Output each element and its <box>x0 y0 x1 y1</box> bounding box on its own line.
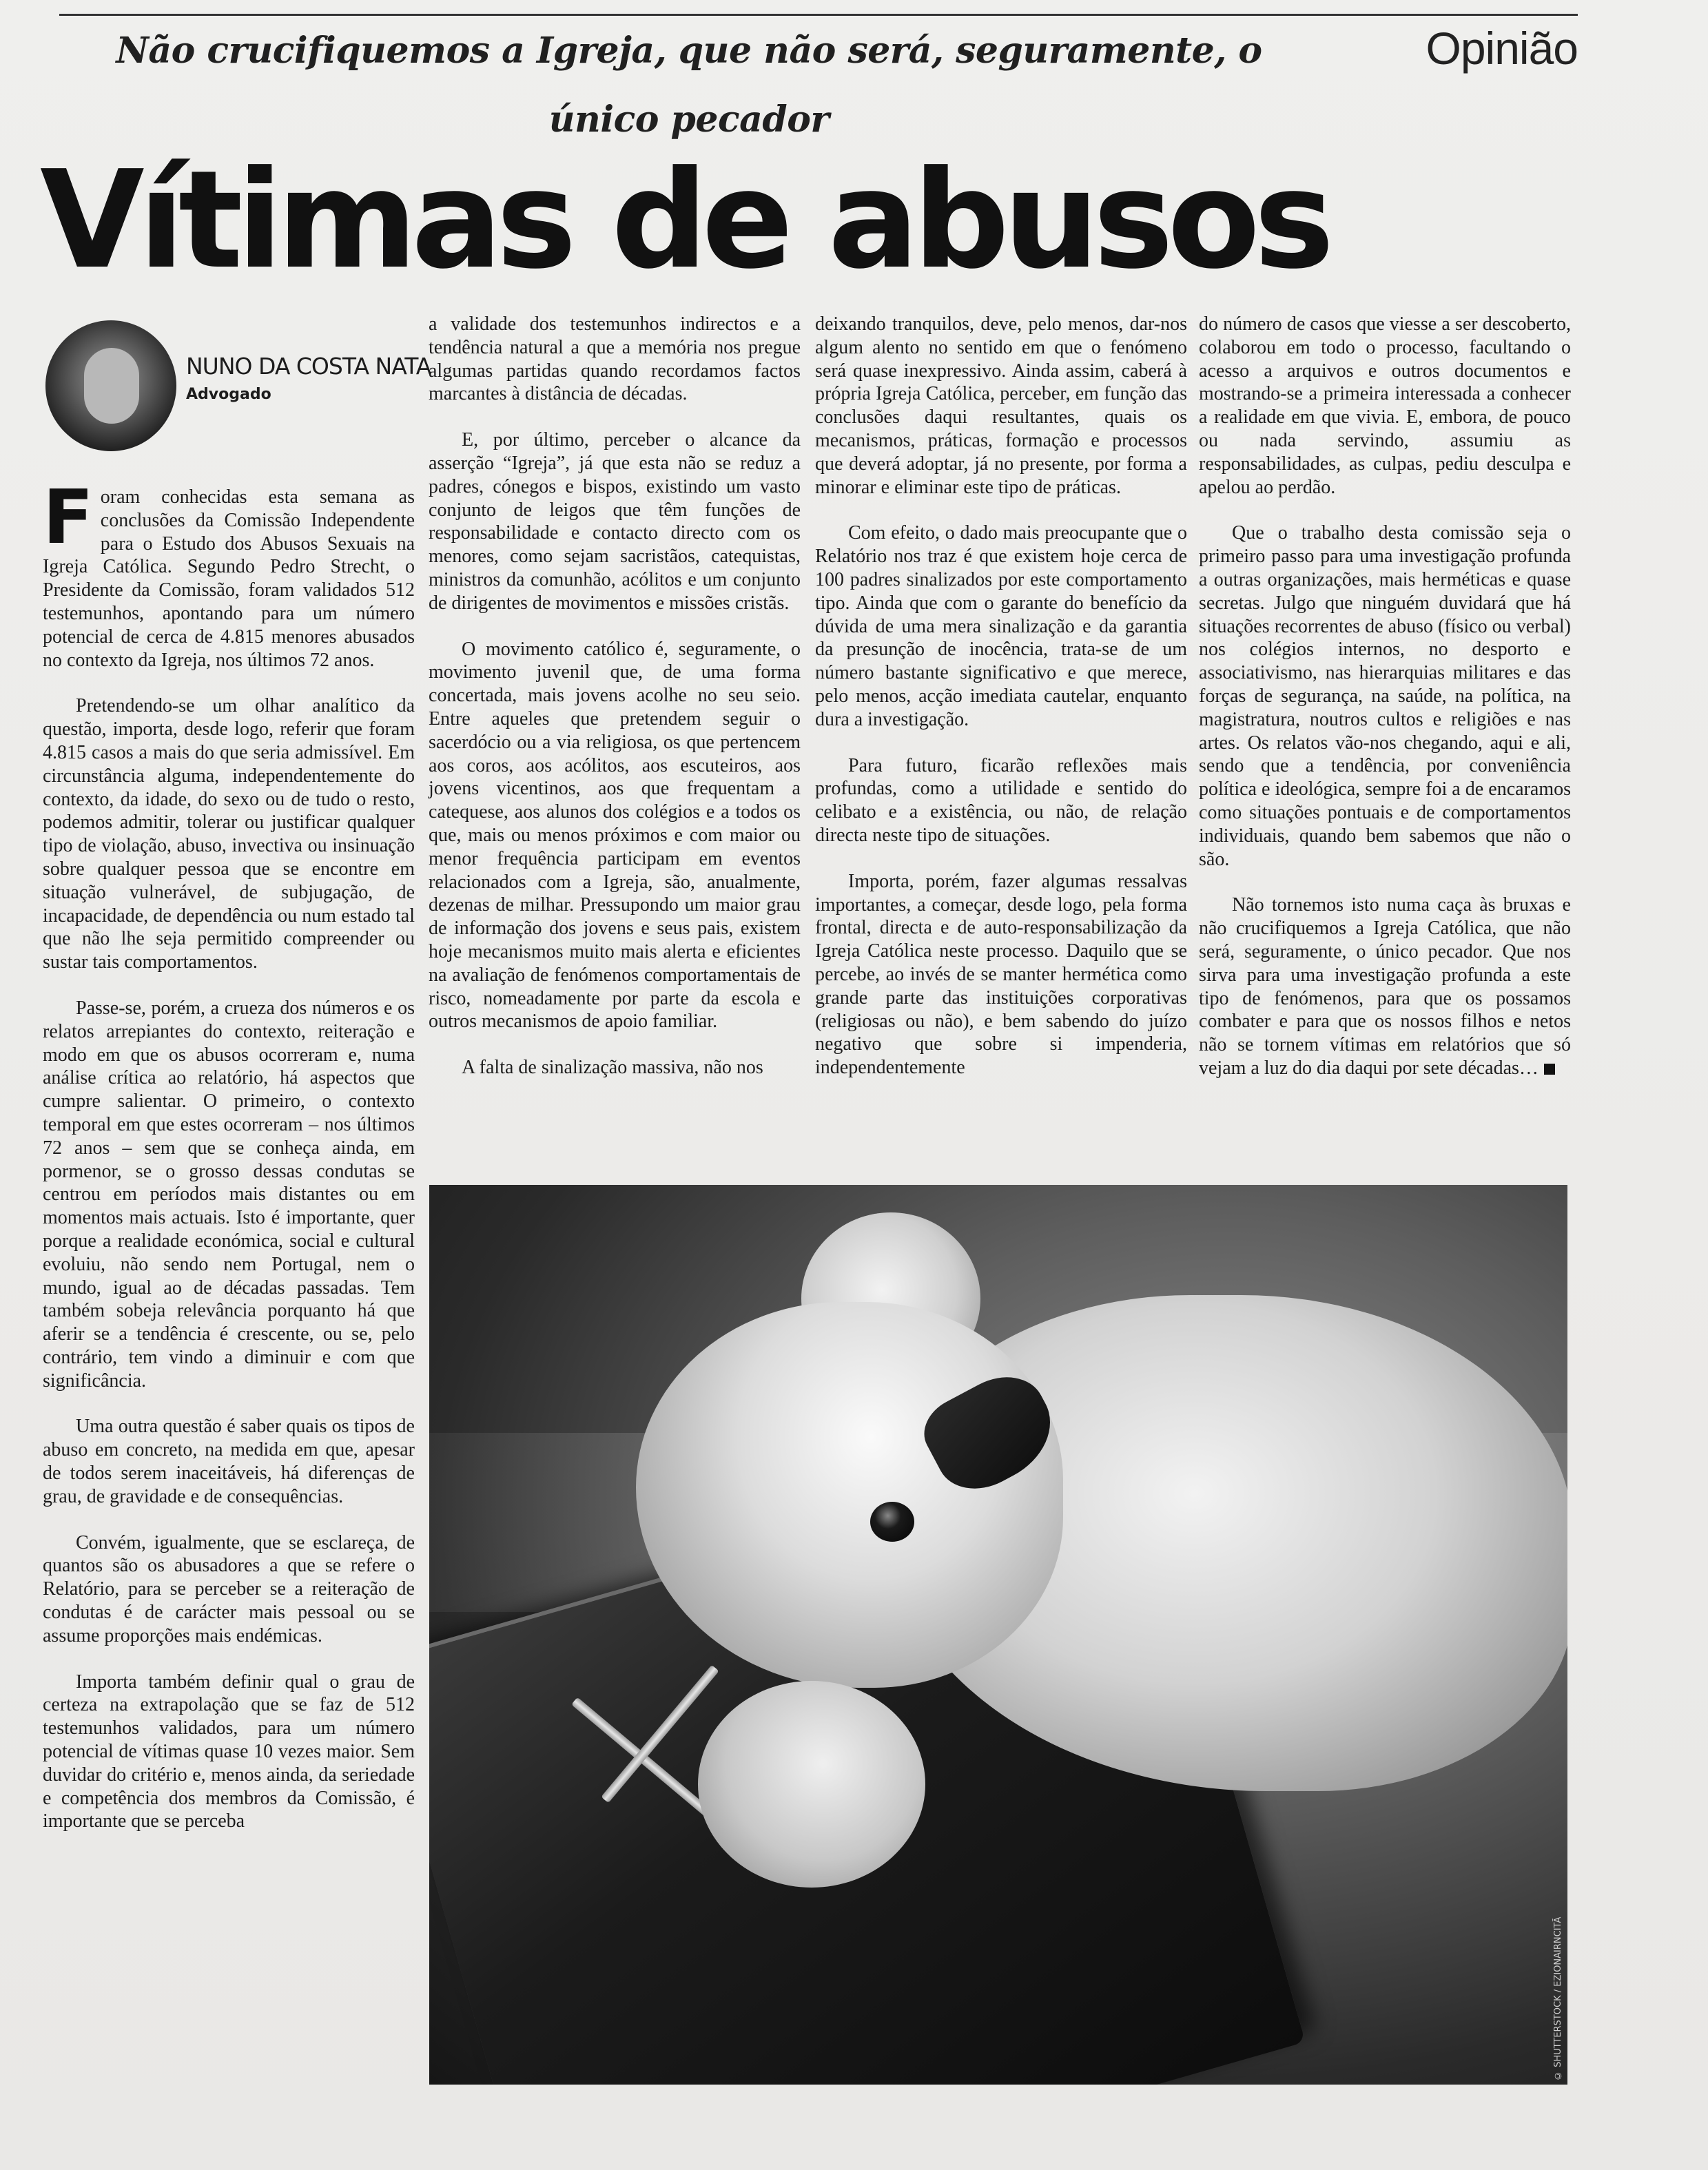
section-label: Opinião <box>1426 23 1578 74</box>
paragraph: Que o trabalho desta comissão seja o primeiro passo para uma investigação profunda a outras organizações, mais herméticas e quase secretas. Julgo que ninguém duvidará que há situações recorrentes de abuso (físico ou verbal) nos colégios internos, no desporto e associativismo, nas hierarquias militares e das forças de segurança, na saúde, na política, na magistratura, noutros cultos e religiões e nas artes. Os relatos vão-nos chegando, aqui e ali, sendo que a tendência, por conveniência política e ideológica, sempre foi a de encaramos como situações pontuais e de comportamentos individuais, quando bem sabemos que não o são. <box>1199 522 1571 870</box>
paragraph: do número de casos que viesse a ser descoberto, colaborou em todo o processo, facultando o acesso a arquivos e outros documentos e mostrando-se a primeira interessada a conhecer a realidade em que vivia. E, embora, de pouco ou nada servindo, assumiu as responsabilidades, as culpas, pediu desculpa e apelou ao perdão. <box>1199 313 1571 498</box>
article-photo <box>429 1185 1567 2085</box>
paragraph: Pretendendo-se um olhar analítico da questão, importa, desde logo, referir que foram 4.815 casos a mais do que seria admissível. Em circunstância alguma, independentemente do contexto, da idade, do sexo ou de tudo o resto, podemos admitir, tolerar ou justificar qualquer tipo de violação, abuso, invectiva ou insinuação sobre qualquer pessoa que se encontre em situação vulnerável, de subjugação, de incapacidade, de dependência ou num estado tal que não lhe seja permitido compreender ou sustar tais comportamentos. <box>43 695 415 973</box>
end-mark-icon <box>1544 1064 1555 1075</box>
column-3 <box>815 313 1187 1102</box>
paragraph: a validade dos testemunhos indirectos e a tendência natural a que a memória nos pregue algumas partidas quando recordamos factos marcantes à distância de décadas. <box>429 313 801 405</box>
author-role: Advogado <box>186 386 271 403</box>
paragraph: A falta de sinalização massiva, não nos <box>462 1057 763 1079</box>
paragraph: Não tornemos isto numa caça às bruxas e não crucifiquemos a Igreja Católica, que não será, seguramente, o único pecador. Que nos sirva para uma investigação profunda a este tipo de fenómenos, para que os possamos combater e para que os nossos filhos e netos não se tornem vítimas em relatórios que só vejam a luz do dia daqui por sete décadas… <box>1199 894 1571 1079</box>
paragraph: Com efeito, o dado mais preocupante que o Relatório nos traz é que existem hoje cerca de 100 padres sinalizados por este comportamento tipo. Ainda que com o garante do benefício da dúvida de uma mera sinalização e da garantia da presunção de inocência, trata-se de um número bastante significativo e que merece, pelo menos, acção imediata cautelar, enquanto dura a investigação. <box>815 522 1187 730</box>
paragraph: Passe-se, porém, a crueza dos números e os relatos arrepiantes do contexto, reiteração e modo em que os abusos ocorreram e, numa análise crítica ao relatório, há aspectos que cumpre salientar. O primeiro, o contexto temporal em que estes ocorreram – nos últimos 72 anos – sem que se conheça ainda, em pormenor, se o grosso dessas condutas se centrou em períodos mais distantes ou em momentos mais actuais. Isto é importante, quer porque a realidade económica, social e cultural evoluiu, não sendo nem Portugal, nem o mundo, igual ao de décadas passadas. Tem também sobeja relevância porquanto há que aferir se a tendência é crescente, ou se, pelo contrário, tem vindo a diminuir e com que significância. <box>43 997 415 1392</box>
paragraph: O movimento católico é, seguramente, o movimento juvenil que, de uma forma concertada, mais jovens acolhe no seu seio. Entre aqueles que pretendem seguir o sacerdócio ou a via religiosa, os que pertencem aos coros, aos acólitos, aos escuteiros, aos jovens vicentinos, aos que frequentam a catequese, aos alunos dos colégios e a todos os que, mais ou menos próximos e com maior ou menor frequência participam em eventos relacionados com a Igreja, são, anualmente, dezenas de milhar. Pressupondo um maior grau de informação dos jovens e seus pais, existem hoje mecanismos muito mais alerta e eficientes na avaliação de fenómenos comportamentais de risco, nomeadamente por parte da escola e outros mecanismos de apoio familiar. <box>429 638 801 1033</box>
column-2 <box>429 313 801 1102</box>
paragraph: Foram conhecidas esta semana as conclusões da Comissão Independente para o Estudo dos Abusos Sexuais na Igreja Católica. Segundo Pedro Strecht, o Presidente da Comissão, foram validados 512 testemunhos, apontando para um número potencial de cerca de 4.815 menores abusados no contexto da Igreja, nos últimos 72 anos. <box>43 475 415 671</box>
author-name: NUNO DA COSTA NATA <box>186 353 431 380</box>
paragraph: E, por último, perceber o alcance da asserção “Igreja”, já que esta não se reduz a padres, cónegos e bispos, existindo um vasto conjunto de leigos que têm funções de responsabilidade e contacto directo com os menores, como sejam sacristãos, catequistas, ministros da comunhão, acólitos e um conjunto de dirigentes de movimentos e missões cristãs. <box>429 429 801 614</box>
photo-credit: © SHUTTERSTOCK / EZIONAIRNCITÃ <box>1553 1916 1563 2080</box>
author-photo <box>45 320 176 451</box>
column-4 <box>1199 313 1571 1103</box>
paragraph: Convém, igualmente, que se esclareça, de quantos são os abusadores a que se refere o Relatório, para se perceber se a reiteração de condutas é de carácter mais pessoal ou se assume proporções mais endémicas. <box>43 1531 415 1646</box>
drop-cap: F <box>43 475 94 561</box>
article-headline: Vítimas de abusos <box>40 142 1328 299</box>
paragraph: deixando tranquilos, deve, pelo menos, dar-nos algum alento no sentido em que o fenómeno será quase inexpressivo. Ainda assim, caberá à própria Igreja Católica, perceber, em função das conclusões daqui resultantes, quais os mecanismos, práticas, formação e processos que deverá adoptar, já no presente, por forma a minorar e eliminar este tipo de práticas. <box>815 313 1187 498</box>
kicker-line: Não crucifiquemos a Igreja, que não será, seguramente, o único pecador <box>116 30 1262 141</box>
paragraph: Importa, porém, fazer algumas ressalvas importantes, a começar, desde logo, pela forma frontal, directa e de auto-responsabilização da Igreja Católica neste processo. Daquilo que se percebe, ao invés de se manter hermética como grande parte das instituições corporativas (religiosas ou não), e bem sabendo do juízo negativo que sobre si impenderia, independentemente <box>815 870 1187 1079</box>
paragraph: Para futuro, ficarão reflexões mais profundas, como a utilidade e sentido do celibato e a existência, ou não, de relação directa neste tipo de situações. <box>815 754 1187 846</box>
paragraph: Uma outra questão é saber quais os tipos de abuso em concreto, na medida em que, apesar de todos serem inaceitáveis, há diferenças de grau, de gravidade e de consequências. <box>43 1416 415 1507</box>
column-1 <box>43 475 415 1856</box>
paragraph: Importa também definir qual o grau de certeza na extrapolação que se faz de 512 testemunhos validados, para um número potencial de vítimas quase 10 vezes maior. Sem duvidar do critério e, menos ainda, da seriedade e competência dos membros da Comissão, é importante que se perceba <box>43 1671 415 1832</box>
